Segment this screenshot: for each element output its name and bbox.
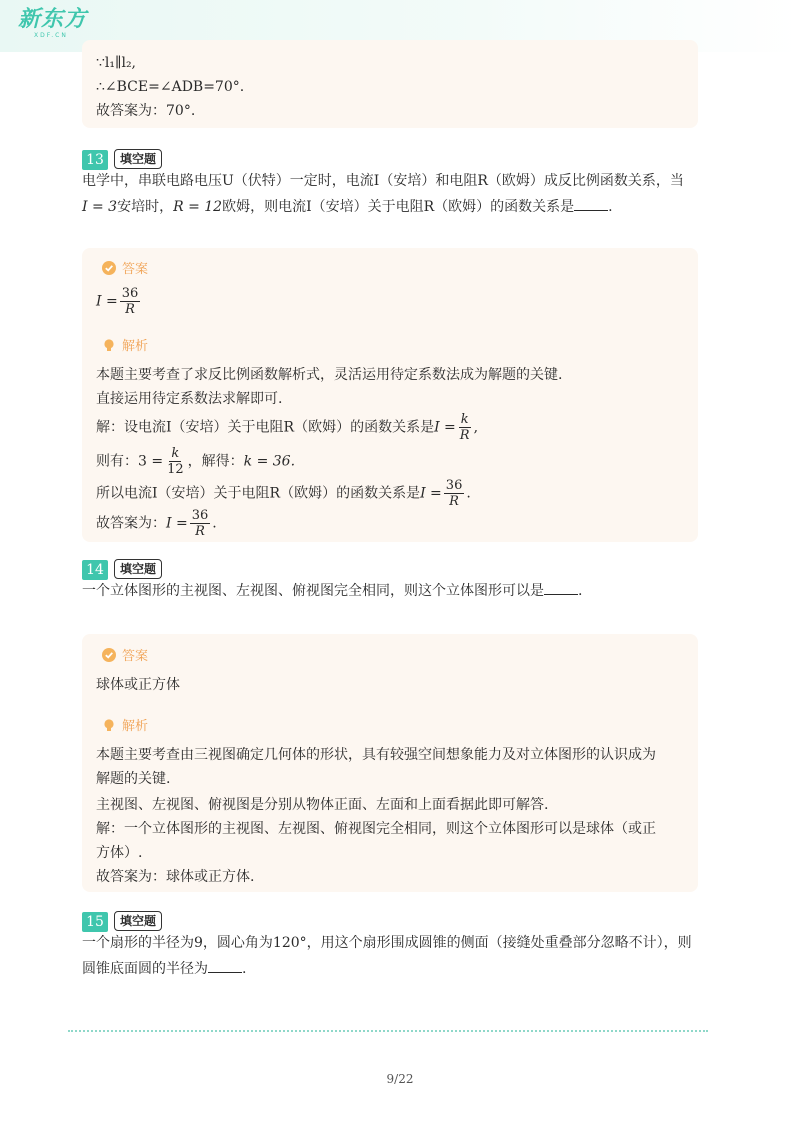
math-expr: k = 36. <box>243 453 296 470</box>
analysis-line: 解题的关键. <box>96 771 171 787</box>
fraction-numerator: 36 <box>445 478 463 493</box>
answer-label <box>102 648 148 666</box>
answer-text: 球体或正方体 <box>96 677 180 693</box>
math-expr: R = 12 <box>173 199 223 215</box>
logo-text: 新东方 <box>18 7 88 32</box>
answer-label-text: 答案 <box>122 262 149 277</box>
answer-blank[interactable] <box>544 580 578 595</box>
fraction <box>120 286 141 317</box>
question-number: 14 <box>82 560 108 580</box>
solution-line: ∴∠BCE=∠ADB=70°. <box>96 79 245 95</box>
logo-subtext: XDF.CN <box>34 32 68 39</box>
math-expr: I = <box>96 293 118 310</box>
question-text-part: 欧姆，则电流I（安培）关于电阻R（欧姆）的函数关系是 <box>222 199 575 215</box>
check-badge-icon <box>102 261 116 275</box>
solution-line: ∵l₁∥l₂, <box>96 55 137 71</box>
solution-line: 故答案为：70°. <box>96 103 196 119</box>
page-number: 9/22 <box>386 1072 414 1086</box>
math-expr: I = <box>420 485 442 502</box>
question-type-tag: 填空题 <box>114 559 162 579</box>
analysis-line: 主视图、左视图、俯视图是分别从物体正面、左面和上面看据此即可解答. <box>96 797 549 813</box>
fraction <box>165 446 186 477</box>
question-text: 一个扇形的半径为9，圆心角为120°，用这个扇形围成圆锥的侧面（接缝处重叠部分忽略不计），则 <box>82 935 692 951</box>
fraction-numerator: k <box>171 446 180 461</box>
fraction-denominator: 12 <box>167 462 184 477</box>
punctuation: . <box>242 961 247 977</box>
footer-divider <box>68 1030 708 1032</box>
math-expr: I = 3 <box>82 199 118 215</box>
analysis-label <box>102 718 148 736</box>
answer-label <box>102 261 148 279</box>
question-type-tag: 填空题 <box>114 149 162 169</box>
fraction-denominator: R <box>449 494 459 509</box>
analysis-text: 解：设电流I（安培）关于电阻R（欧姆）的函数关系是 <box>96 419 435 436</box>
analysis-line: 故答案为：球体或正方体. <box>96 869 255 885</box>
punctuation: . <box>212 515 217 532</box>
answer-blank[interactable] <box>574 196 608 211</box>
math-expr: I = <box>434 419 456 436</box>
question-text <box>82 196 613 218</box>
analysis-label <box>102 338 148 356</box>
analysis-line <box>96 478 471 509</box>
analysis-text: ，解得： <box>187 453 244 470</box>
analysis-line: 本题主要考查由三视图确定几何体的形状，具有较强空间想象能力及对立体图形的认识成为 <box>96 747 656 763</box>
analysis-line: 解：一个立体图形的主视图、左视图、俯视图完全相同，则这个立体图形可以是球体（或正 <box>96 821 656 837</box>
fraction-numerator: k <box>460 412 469 427</box>
analysis-line <box>96 508 217 539</box>
fraction-denominator: R <box>195 524 205 539</box>
question-type-tag: 填空题 <box>114 911 162 931</box>
lightbulb-icon <box>102 338 116 352</box>
punctuation: . <box>578 583 583 599</box>
fraction <box>444 478 465 509</box>
fraction <box>190 508 211 539</box>
check-badge-icon <box>102 648 116 662</box>
lightbulb-icon <box>102 718 116 732</box>
brand-logo <box>18 8 87 39</box>
analysis-label-text: 解析 <box>122 719 149 734</box>
question-text-part: 一个立体图形的主视图、左视图、俯视图完全相同，则这个立体图形可以是 <box>82 583 544 599</box>
analysis-line: 本题主要考查了求反比例函数解析式，灵活运用待定系数法成为解题的关键. <box>96 367 563 383</box>
analysis-line: 直接运用待定系数法求解即可. <box>96 391 283 407</box>
question-number: 15 <box>82 912 108 932</box>
question-text: 电学中，串联电路电压U（伏特）一定时，电流I（安培）和电阻R（欧姆）成反比例函数关系，当 <box>82 173 684 189</box>
analysis-line: 方体）. <box>96 845 143 861</box>
fraction <box>458 412 472 443</box>
analysis-text: 则有：3 = <box>96 453 164 470</box>
fraction-denominator: R <box>459 428 470 443</box>
analysis-label-text: 解析 <box>122 339 149 354</box>
answer-blank[interactable] <box>208 958 242 973</box>
question-text <box>82 580 582 602</box>
analysis-text: 故答案为： <box>96 515 166 532</box>
question-text-part: 安培时， <box>117 199 174 215</box>
punctuation: . <box>466 485 471 502</box>
fraction-numerator: 36 <box>121 286 139 301</box>
punctuation: , <box>473 419 479 436</box>
question-text <box>82 958 246 980</box>
punctuation: . <box>608 199 613 215</box>
question-number: 13 <box>82 150 108 170</box>
analysis-text: 所以电流I（安培）关于电阻R（欧姆）的函数关系是 <box>96 485 421 502</box>
fraction-denominator: R <box>125 302 135 317</box>
answer-formula <box>96 286 142 317</box>
math-expr: I = <box>166 515 188 532</box>
analysis-line <box>96 446 295 477</box>
analysis-line <box>96 412 478 443</box>
answer-label-text: 答案 <box>122 649 149 664</box>
question-text-part: 圆锥底面圆的半径为 <box>82 961 208 977</box>
fraction-numerator: 36 <box>191 508 209 523</box>
